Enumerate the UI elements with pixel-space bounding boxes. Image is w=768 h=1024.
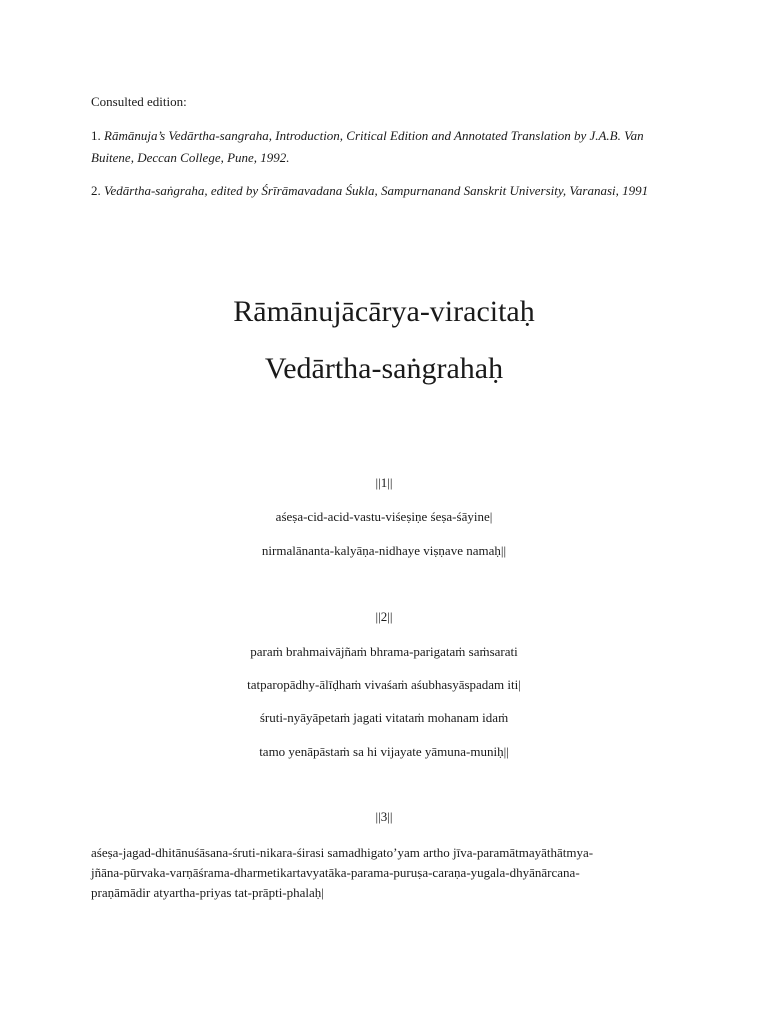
- consulted-edition-label: Consulted edition:: [91, 94, 187, 109]
- verse-1-line-2: nirmalānanta-kalyāṇa-nidhaye viṣṇave namaḥ||: [261, 543, 507, 558]
- reference-1: [91, 125, 663, 169]
- verse-3-line-3: praṇāmādir atyartha-priyas tat-prāpti-phalaḥ|: [91, 885, 324, 900]
- verse-3-marker: ||3||: [375, 809, 393, 824]
- verse-2-line-1: paraṁ brahmaivājñaṁ bhrama-parigataṁ saṁsarati: [250, 644, 518, 659]
- verse-3-line-1: aśeṣa-jagad-dhitānuśāsana-śruti-nikara-śirasi samadhigato’yam artho jīva-paramātmayāthātmya-: [91, 845, 594, 860]
- verse-2-line-2: tatparopādhy-ālīḍhaṁ vivaśaṁ aśubhasyāspadam iti|: [247, 677, 521, 692]
- verse-3-line-2: jñāna-pūrvaka-varṇāśrama-dharmetikartavyatāka-parama-puruṣa-caraṇa-yugala-dhyānārcana-: [91, 865, 580, 880]
- reference-2-text: Vedārtha-saṅgraha, edited by Śrīrāmavadana Śukla, Sampurnanand Sanskrit University, Varanasi, 1991: [104, 183, 649, 198]
- verse-1-marker: ||1||: [375, 475, 393, 490]
- verse-2-line-4: tamo yenāpāstaṁ sa hi vijayate yāmuna-muniḥ||: [259, 744, 509, 759]
- verse-3-prose: [91, 843, 663, 903]
- verse-2-marker: ||2||: [375, 609, 393, 624]
- reference-2-number: 2.: [91, 183, 104, 198]
- reference-1-text: Rāmānuja’s Vedārtha-sangraha, Introduction, Critical Edition and Annotated Translation by J.A.B. Van Buitene, Deccan College, Pune, 1992.: [91, 128, 644, 165]
- title-line-1: Rāmānujācārya-viracitaḥ: [233, 295, 535, 328]
- reference-2: [91, 180, 663, 202]
- verse-1-line-1: aśeṣa-cid-acid-vastu-viśeṣiṇe śeṣa-śāyine|: [275, 509, 493, 524]
- verse-2-line-3: śruti-nyāyāpetaṁ jagati vitataṁ mohanam idaṁ: [259, 710, 509, 725]
- title-line-2: Vedārtha-saṅgrahaḥ: [264, 352, 504, 385]
- reference-1-number: 1.: [91, 128, 104, 143]
